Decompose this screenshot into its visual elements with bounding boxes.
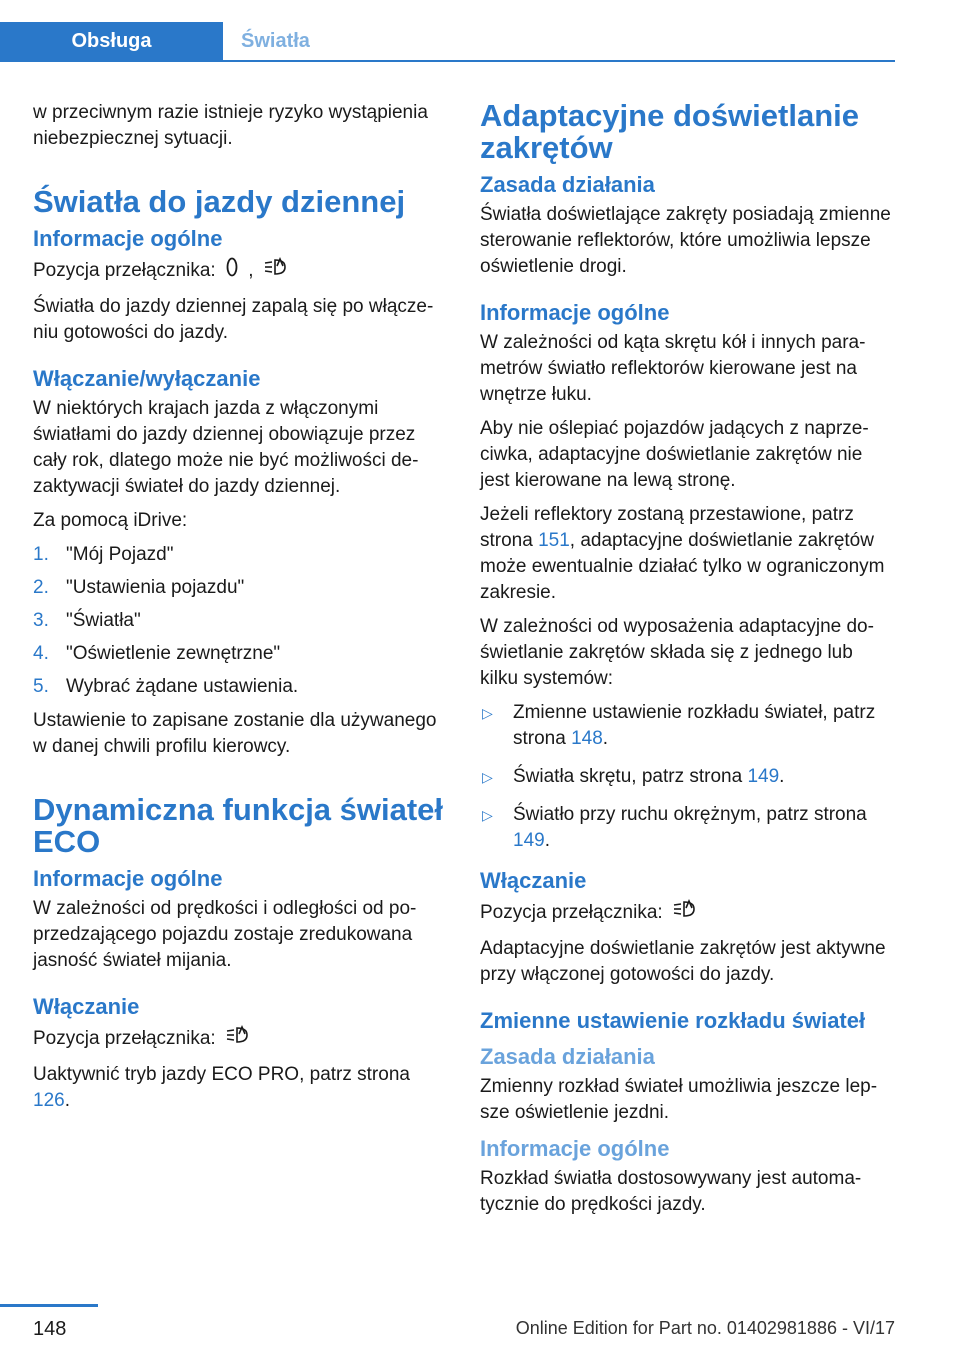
principle-title: Zasada działania: [480, 172, 655, 197]
eco-general-text: W zależności od prędkości i odległości od poprzedzającego pojazdu zostaje zredukowana jasność świateł mijania.: [33, 898, 417, 971]
list-item: [480, 700, 895, 752]
eco-general-title: Informacje ogólne: [33, 866, 223, 891]
step-text: "Światła": [66, 610, 141, 631]
left-column: [33, 100, 448, 1122]
systems-list: [480, 700, 895, 854]
general-text-3-b: , adaptacyjne doświetlanie zakrętów może ewentualnie działać tylko w ograniczonym zakresie.: [480, 530, 885, 603]
adaptive-on-text: Adaptacyjne doświetlanie zakrętów jest aktywne przy włączonej gotowości do jazdy.: [480, 938, 886, 985]
step-number: 5.: [33, 676, 49, 697]
auto-light-icon: [225, 1024, 251, 1054]
list-item: [480, 764, 895, 790]
page-header: [0, 22, 895, 62]
adaptive-switch-position: [480, 898, 895, 928]
page-link[interactable]: 151: [538, 530, 570, 551]
adaptive-general-title: Informacje ogólne: [480, 300, 670, 325]
edition-note: Online Edition for Part no. 01402981886 - VI/17: [515, 1318, 895, 1338]
step-number: 1.: [33, 544, 49, 565]
right-column: [480, 100, 895, 1226]
general-text-3: [480, 502, 895, 606]
page-link[interactable]: 126: [33, 1090, 65, 1111]
eco-title: Dynamiczna funkcja świateł ECO: [33, 792, 444, 859]
list-item: [33, 575, 448, 601]
page-link[interactable]: 148: [571, 728, 603, 749]
auto-light-icon: [672, 898, 698, 928]
activate-end: .: [64, 1090, 70, 1111]
page-link[interactable]: 149: [747, 766, 780, 787]
list-item: [33, 641, 448, 667]
general-text-3-a: Jeżeli reflektory zostaną przestawione, patrz strona: [480, 504, 854, 551]
drl-general-title: Informacje ogólne: [33, 226, 223, 251]
eco-switch-position: [33, 1024, 448, 1054]
drl-title: Światła do jazdy dziennej: [33, 184, 406, 219]
list-item: [33, 608, 448, 634]
page-number: 148: [33, 1318, 67, 1340]
step-text: "Mój Pojazd": [66, 544, 174, 565]
step-text: "Oświetlenie zewnętrzne": [66, 643, 281, 664]
variable-distribution-title: Zmienne ustawienie rozkładu świateł: [480, 1008, 866, 1033]
eco-on-title: Włączanie: [33, 994, 140, 1019]
drl-onoff-title: Włączanie/wyłączanie: [33, 366, 261, 391]
switch-zero-icon: [225, 256, 239, 286]
step-number: 3.: [33, 610, 49, 631]
principle-text: Światła doświetlające zakręty posiadają zmienne sterowanie reflektorów, które umożliwia lepsze oświetlenie drogi.: [480, 204, 891, 277]
header-rule: [0, 60, 895, 62]
step-number: 4.: [33, 643, 49, 664]
switch-label: Pozycja przełącznika:: [33, 260, 216, 282]
adaptive-title: Adaptacyjne doświetlanie zakrętów: [480, 98, 859, 165]
general-text-4: W zależności od wyposażenia adaptacyjne doświetlanie zakrętów składa się z jednego lub kilku systemów:: [480, 616, 874, 689]
triangle-bullet-icon: ▷: [482, 807, 493, 823]
variable-general-text: Rozkład światła dostosowywany jest automatycznie do prędkości jazdy.: [480, 1168, 862, 1215]
activate-text: Uaktywnić tryb jazdy ECO PRO, patrz strona: [33, 1064, 410, 1085]
switch-separator: ,: [248, 260, 254, 282]
variable-general-title: Informacje ogólne: [480, 1136, 670, 1161]
drl-switch-position: [33, 256, 448, 286]
system-end: .: [779, 766, 785, 787]
switch-label: Pozycja przełącznika:: [480, 902, 663, 924]
section-tab-swiatla: Światła: [241, 29, 310, 52]
system-end: .: [602, 728, 609, 749]
step-text: Wybrać żądane ustawienia.: [66, 676, 299, 697]
drl-general-text: Światła do jazdy dziennej zapalą się po włączeniu gotowości do jazdy.: [33, 296, 434, 343]
footer-rule: [0, 1304, 98, 1307]
switch-label: Pozycja przełącznika:: [33, 1028, 216, 1050]
system-text: Zmienne ustawienie rozkładu świateł, patrz strona: [513, 702, 876, 749]
general-text-1: W zależności od kąta skrętu kół i innych parametrów światło reflektorów kierowane jest na wnętrze łuku.: [480, 332, 866, 405]
system-text: Światło przy ruchu okrężnym, patrz strona: [513, 804, 867, 825]
drl-onoff-text: W niektórych krajach jazda z włączonymi światłami do jazdy dziennej obowiązuje przez cały rok, dlatego może nie być możliwości dezaktywacji świateł do jazdy dziennej.: [33, 398, 419, 497]
eco-activate-text: [33, 1062, 448, 1114]
variable-principle-title: Zasada działania: [480, 1044, 655, 1069]
general-text-2: Aby nie oślepiać pojazdów jadących z naprzeciwka, adaptacyjne doświetlanie zakrętów nie jest kierowane na lewą stronę.: [480, 418, 869, 491]
list-item: [33, 542, 448, 568]
adaptive-on-title: Włączanie: [480, 868, 587, 893]
system-text: Światła skrętu, patrz strona: [513, 766, 743, 787]
step-number: 2.: [33, 577, 49, 598]
step-text: "Ustawienia pojazdu": [66, 577, 245, 598]
auto-light-icon: [263, 256, 289, 286]
idrive-label: Za pomocą iDrive:: [33, 510, 188, 531]
page-link[interactable]: 149: [513, 830, 545, 851]
list-item: [33, 674, 448, 700]
intro-text: w przeciwnym razie istnieje ryzyko wystąpienia niebezpiecznej sytuacji.: [33, 102, 428, 149]
triangle-bullet-icon: ▷: [482, 769, 493, 785]
variable-principle-text: Zmienny rozkład świateł umożliwia jeszcze lepsze oświetlenie jezdni.: [480, 1076, 878, 1123]
section-tab-obsluga: Obsługa: [0, 22, 223, 60]
system-end: .: [544, 830, 550, 851]
drl-saved-text: Ustawienie to zapisane zostanie dla używanego w danej chwili profilu kierowcy.: [33, 710, 437, 757]
triangle-bullet-icon: ▷: [482, 705, 493, 721]
idrive-steps: [33, 542, 448, 700]
list-item: [480, 802, 895, 854]
